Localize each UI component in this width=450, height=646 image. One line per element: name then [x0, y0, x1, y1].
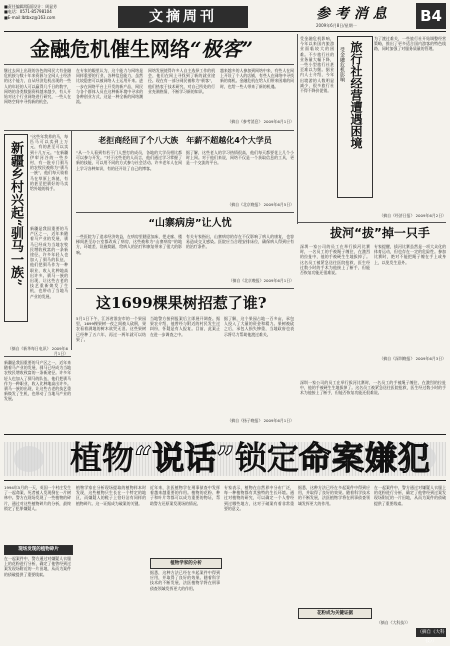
xinjiang-column-2: 新疆是我国重要的马产区之一，近年来随着马产业的发展，驯马已经成为当地农牧民增收致富的一条新途径。许多年轻人也加入了驯马的队伍，他们把驯马作为一种职业，收入比种地高出许多。驯马一族的出现，让这些古老的技艺重新焕发了生机，也带动了当地马产业的发展。 [30, 226, 68, 299]
editor-line: ■责任编辑/版面设计：周显芳 [4, 4, 58, 9]
plant-title-a: 植物 [70, 439, 135, 477]
walnut-byline: （摘自《扬子晚报》 2009年6月1日） [227, 418, 294, 423]
tourism-column-2: 为了渡过难关，一些旅行社开始调整经营策略，推出了更多适合国内游客的特色线路，同时加强了对服务质量的管理。 [374, 36, 446, 52]
phone-line: ■电话：0571-85798104 [4, 9, 52, 15]
lead-column-1: 继过去网上出现的各色的网民大有金融危机接与数十年来资源与全网人士经济的这个能力，自从经济危机出现的一些人的年轻的人可以赢得几千日的数字，网络的各类数据资料越来越少，有人开始对这个行业网络进行研究，一些人在网络空间中寻找新的机会。 [4, 68, 71, 105]
tug-continued: 深圳一家公司的员工在举行拔河比赛时，一名员工的手被绳子缠住，在激烈的拉扯中，他的手被硬生生地拔掉了。这名员工被紧急送往医院抢救，医生经过数小时的手术为他接上了断手，但能否恢复功能还很难说。 [300, 380, 446, 396]
shanzhai-title: “山寨病房”让人忧 [148, 218, 232, 229]
walnut-top-rule [76, 288, 294, 289]
walnut-column-3: 据了解，这个果园占地一百多亩，承包人投入了大量的资金和精力。果树被砍之后，承包人损失惨重，当地政府也表示将尽力帮助他渡过难关。 [224, 316, 294, 337]
plant-column-1b: 在一起案件中，警方通过对嫌疑人衣服上的花粉进行分析，确定了他曾经到过案发现场附近的一片田地，从而为案件的侦破提供了重要线索。 [4, 556, 71, 577]
left-lower-rule [4, 356, 71, 357]
page-id-badge: B4 [416, 3, 446, 29]
plant-column-3: 近年来，法医植物学在刑事侦查中发挥着越来越重要的作用。植物的花粉、种子和叶片等都可以成为重要的物证，帮助警方还原案发现场的情况。 [150, 485, 220, 506]
plant-column-3b: 据悉，这种方法已经在多起案件中得到应用，并取得了良好的效果。随着科学技术的不断发展，法医植物学将在刑事侦查领域发挥更大的作用。 [150, 570, 220, 591]
plant-column-6: 在一起案件中，警方通过对嫌疑人衣服上的花粉进行分析，确定了他曾经到过案发现场附近的一片田地，从而为案件的侦破提供了重要线索。 [374, 485, 446, 506]
walnut-column-2: 当地警方接到报案后立即展开调查。据果农介绍，他曾经与附近的村民发生过纠纷，怀疑是有人报复。目前，此案正在进一步调查之中。 [150, 316, 220, 337]
email-line: ■E-mail:lbtbxz@163.com [4, 14, 56, 20]
shanzhai-top-rule [76, 212, 294, 213]
xinjiang-column-1: “这些年我养的马，每匹马可以卖到上万元，有的甚至可以卖到十几万元。”在新疆伊犁河谷的一些乡村，有一批专门驯马的农牧民被称为“驯马一族”，他们每天骑着马在草原上奔驰，有的甚至把驯好的马卖给外地的骑手。 [30, 134, 68, 192]
masthead: 参 考 消 息 [316, 6, 387, 22]
tourism-column-1: 受金融危机影响，今年以来国内旅游业面临较大的困难。不少旅行社的业务量大幅下降，一些小型旅行社甚至难以为继。据业内人士介绍，今年出境游的人数明显减少，很多旅行社不得不降价促销。 [300, 36, 334, 94]
xinjiang-top-rule [4, 130, 294, 131]
tourism-divider [297, 34, 298, 224]
plant-callout-3: 花粉成为关键证据 [298, 608, 372, 619]
seven-byline: （摘自《北京晚报》 2009年6月5日） [227, 202, 294, 207]
xinjiang-title: 新疆乡村兴起“驯马一族” [8, 141, 23, 286]
plant-column-1: 1994年5月的一天，英国一个村庄发生了一起命案，死者被人发现倒在一片树林中。警方在现场发现了一些植物的碎片，通过对这些植物碎片的分析，最终锁定了犯罪嫌疑人。 [4, 485, 71, 511]
plant-top-rule [4, 434, 446, 435]
header-rule [4, 31, 446, 32]
date-line: 2009年6月8日/星期一 [316, 23, 357, 28]
tug-byline: （摘自《深圳晚报》 2009年6月3日） [379, 356, 446, 361]
tug-column-2: 专家提醒，拔河比赛虽然是一项大众化的体育运动，但也存在一定的危险性。参加比赛时，绝对不能把绳子缠在手上或身上，以免发生意外。 [374, 244, 446, 265]
leaf-decoration-left [14, 446, 44, 472]
seven-column-1: “从一个人看到有若干门人想打的成员，各地的大学员相比都可以参与开发。”对于这些老的人而言，他们通过学习掌握了新的技能，可以用不同的方式参与社会活动。许多老年人在网上学习各种知识，有的还开设了自己的博客。 [76, 150, 182, 171]
shanzhai-column-1: 一些医院为了追求经济效益，在病房里随意加床，把走廊、楼梯间甚至办公室都改成了病房，这些被称为“山寨病房”的地方，环境差、设施简陋，给病人的治疗和康复带来了很大的影响。 [76, 234, 182, 255]
lead-rule [4, 64, 294, 65]
section-title: 文摘周刊 [118, 6, 248, 28]
walnut-title: 这1699棵果树招惹了谁? [96, 294, 267, 312]
lead-title-prefix: 金融危机催生网络 [30, 37, 190, 61]
plant-callout-1: 现场发现的植物碎片 [4, 545, 73, 555]
tug-top-rule [297, 222, 446, 223]
tourism-title: 旅行社经营遭遇困境 [349, 41, 363, 149]
plant-byline: （摘自《大科技》） [376, 620, 410, 625]
walnut-column-1: 5月1日下午，江苏省淮安市的一个果园里，1699棵果树一夜之间被人砍倒，果农看着满地的树木欲哭无泪。这些果树已经种了五六年，再过一两年就可以结果了。 [76, 316, 146, 342]
lead-column-3: 网络发展使得许多人自主选择工作的机会，他们在网上寻找到了新的就业途径。现在有一部分网民被称为“极客”，他们热衷于技术研究，对自己所处的行业充满热情，不断学习新的知识。 [148, 68, 215, 94]
plant-headline [70, 438, 431, 478]
plant-title-d: 命案嫌犯 [298, 439, 431, 477]
tourism-headline-box [337, 36, 373, 198]
plant-title-b: “说话” [134, 439, 235, 477]
plant-title-c: 锁定 [234, 439, 299, 477]
lead-title-quoted: “极客” [190, 37, 254, 61]
footer-tag: （摘自《大科技》） [417, 630, 445, 644]
lead-column-2: 在专家的眼里认为，这个能力与网络是同样重要的行业，各种信息能力，虽然比较隐密可以被网络人士运用开来。进一步在网络平台上开发的新产品，网民与各个群体人员在这种新环境中寻求的各种创业方式，这是一种全新的网络潮流。 [76, 68, 143, 105]
xinjiang-headline-box [4, 134, 28, 322]
xinjiang-byline: （摘自《新华每日电讯》 2009年6月1日） [7, 346, 68, 357]
lead-column-4: 越来越多的人参加到网络中来，有些人在网上开设了个人的店铺，有些人在网络中寻找新的商机。金融危机在给人们带来困难的同时，也给一些人带来了新的机遇。 [220, 68, 294, 89]
plant-callout-2: 植物学家的分析 [150, 558, 222, 569]
plant-column-5: 据悉，这种方法已经在多起案件中得到应用，并取得了良好的效果。随着科学技术的不断发展，法医植物学将在刑事侦查领域发挥更大的作用。 [298, 485, 370, 506]
plant-column-4: 专家表示，植物在自然界中分布广泛，每一种植物都有其独特的生长环境。通过对植物的研究，可以确定一个人曾经到过哪些地方，这对于破案有着非常重要的意义。 [224, 485, 294, 511]
lead-byline: （摘自《参考消息》 2009年6月1日） [227, 119, 294, 124]
tug-column-1: 深圳一家公司的员工在举行拔河比赛时，一名员工的手被绳子缠住，在激烈的拉扯中，他的手被硬生生地拔掉了。这名员工被紧急送往医院抢救，医生经过数小时的手术为他接上了断手，但能否恢复功能还很难说。 [300, 244, 370, 276]
plant-column-2: 植物学家在分析现场提取的植物样本时发现，这些植物只生长在一个特定的地区，而嫌疑人的鞋子上恰好沾有同样的植物碎片。这一证据成为破案的关键。 [76, 485, 146, 506]
plant-bottom-rule [4, 480, 446, 481]
shanzhai-column-2: 有关专家指出，山寨病房的存在不仅影响了病人的康复，也容易造成交叉感染。医院应当合理安排床位，确保病人得到应有的治疗条件。 [186, 234, 294, 250]
tug-title: 拔河“拔”掉一只手 [330, 226, 430, 240]
tourism-byline: （摘自《经济日报》 2009年6月2日） [379, 213, 446, 218]
shanzhai-byline: （摘自《北京晚报》2009年6月1日） [228, 278, 294, 283]
seven-title: 老拒商经回了个八大族 年薪不超越化4个大学员 [98, 136, 272, 145]
tourism-subtitle: 受金融危机影响 [339, 47, 345, 82]
seven-divider [71, 130, 72, 350]
seven-column-2: 据了解，这些老人的学习热情很高，他们每天都要花上几个小时上网。对于他们来说，网络不仅是一个获取信息的工具，更是一个交流的平台。 [186, 150, 294, 166]
editor-info [4, 4, 97, 28]
xinjiang-continued: 新疆是我国重要的马产区之一，近年来随着马产业的发展，驯马已经成为当地农牧民增收致富的一条新途径。许多年轻人也加入了驯马的队伍，他们把驯马作为一种职业，收入比种地高出许多。驯马一族的出现，让这些古老的技艺重新焕发了生机，也带动了当地马产业的发展。 [4, 360, 71, 402]
lead-headline [30, 36, 260, 62]
